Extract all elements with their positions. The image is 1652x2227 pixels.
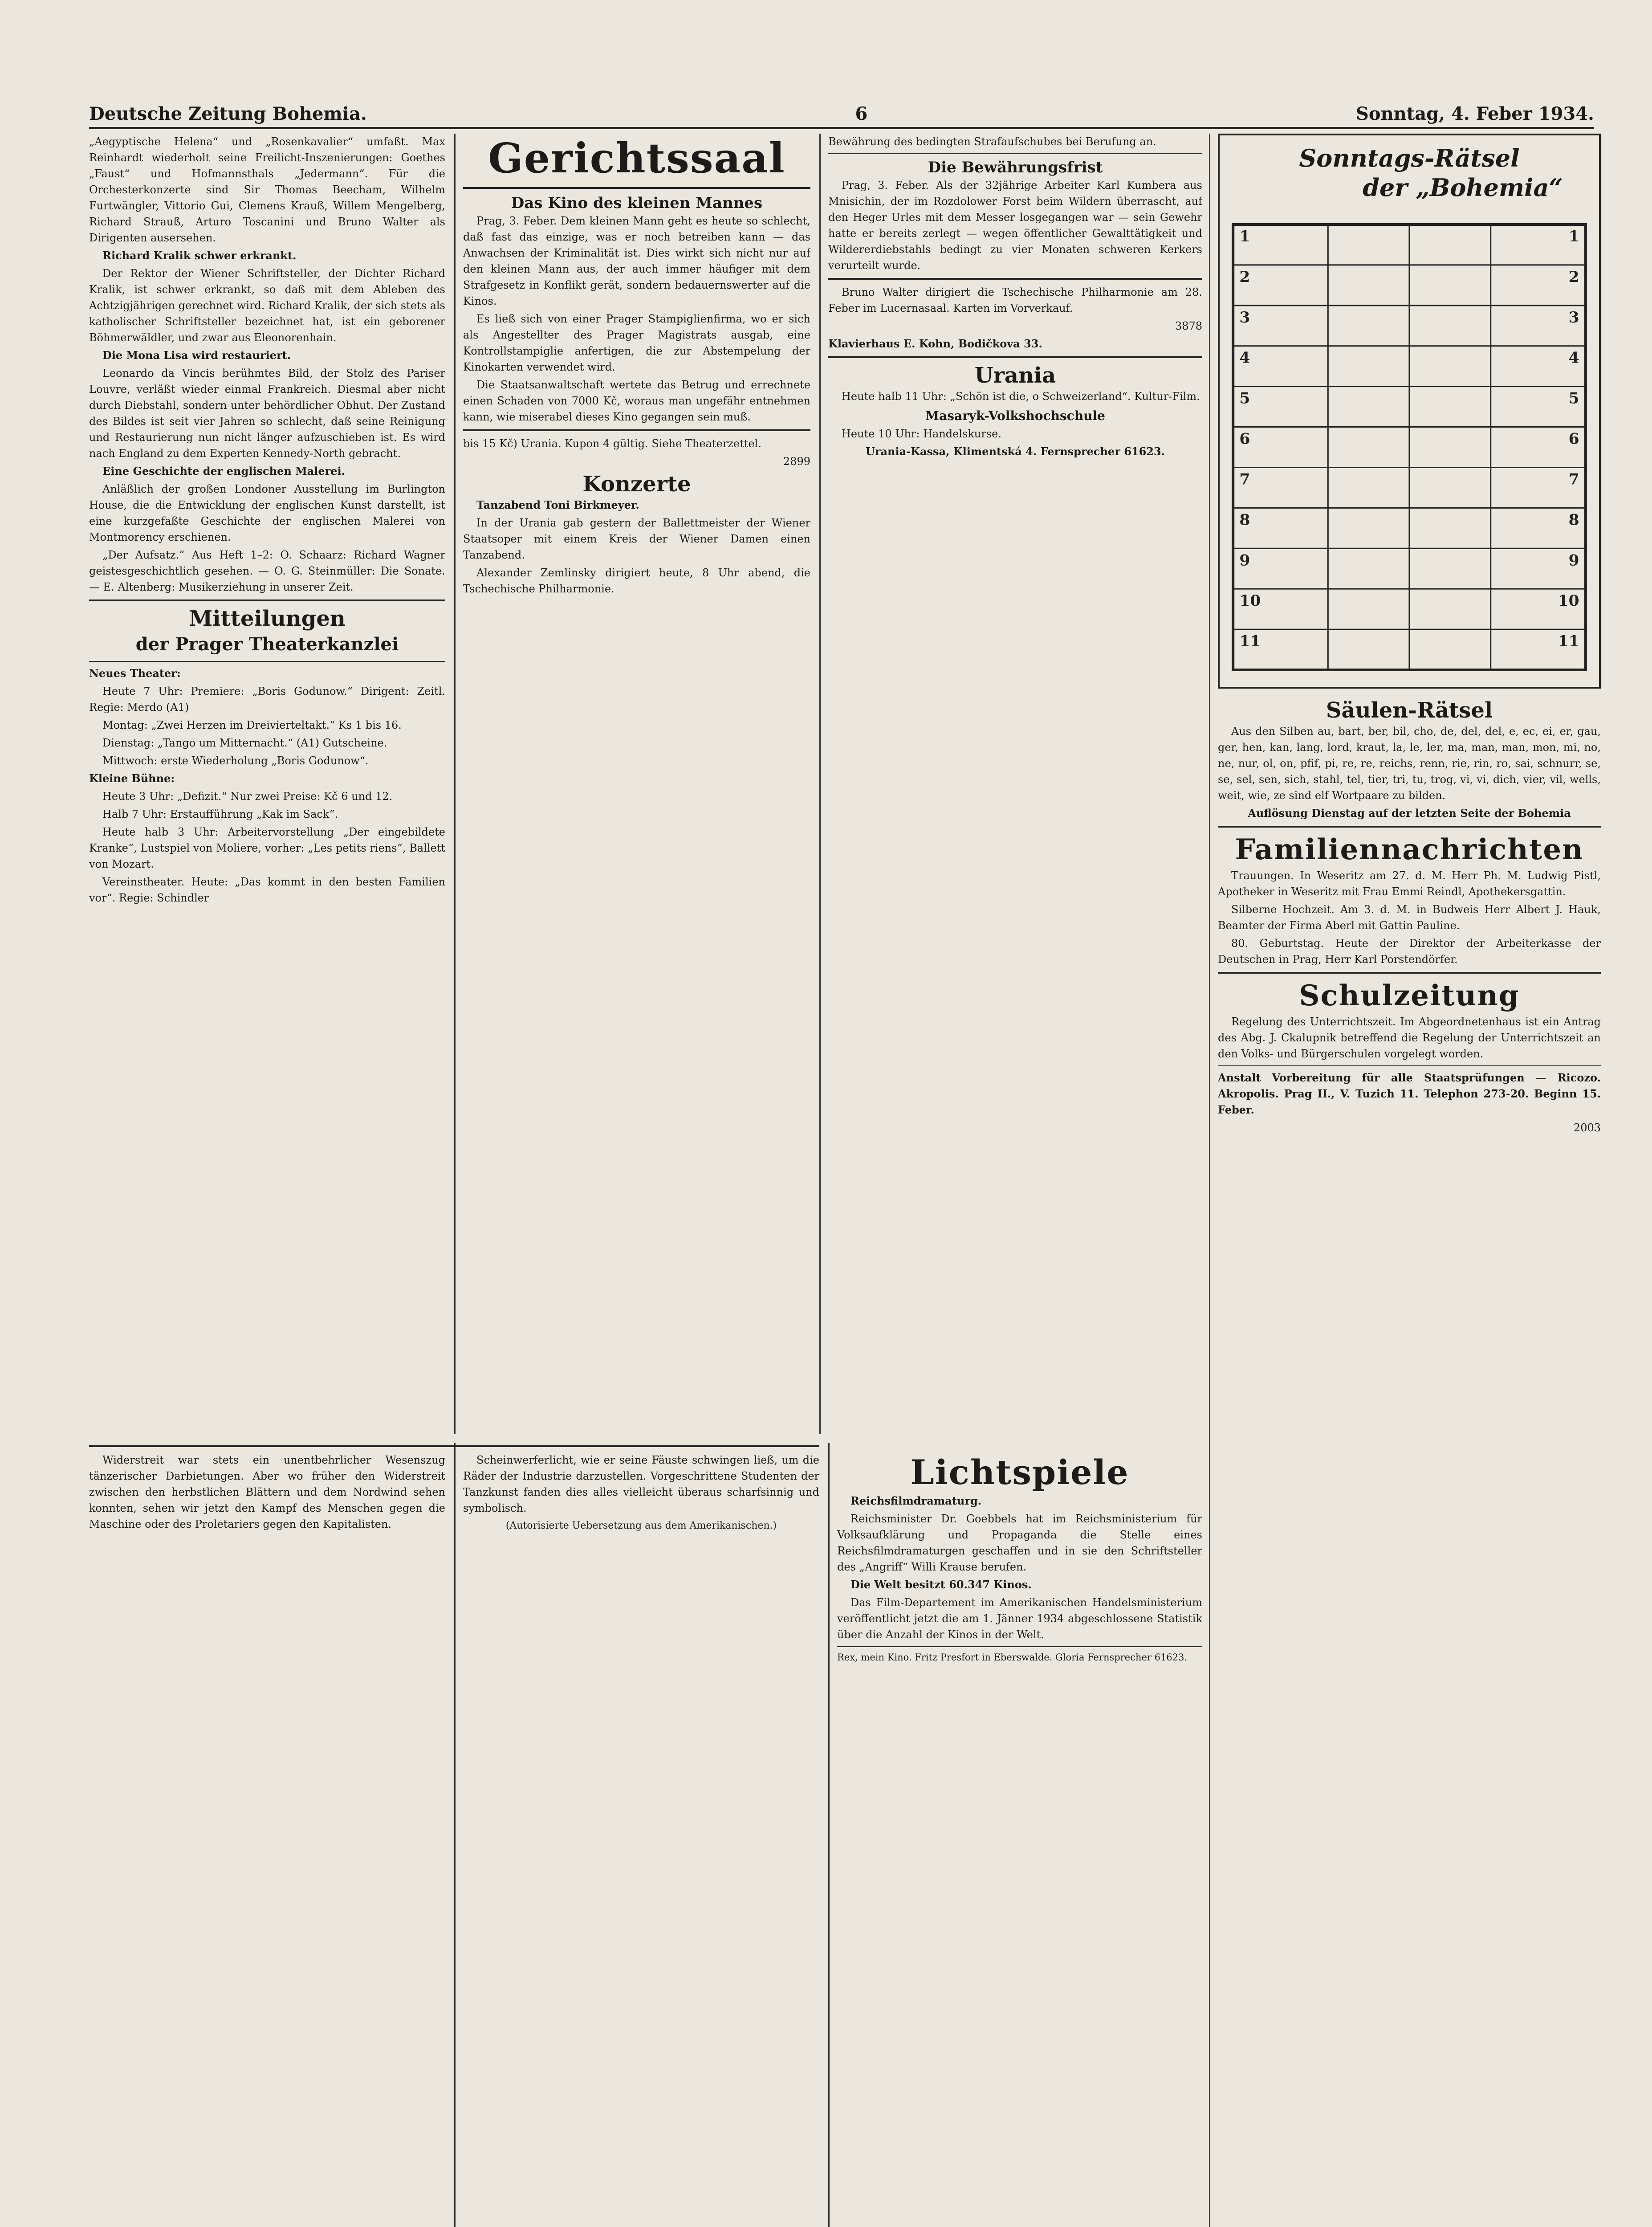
urania-item: Heute 10 Uhr: Handelskurse. (842, 428, 1001, 440)
section-title-familien: Familiennachrichten (1235, 833, 1584, 866)
section-title-saeulen: Säulen-Rätsel (1326, 698, 1493, 723)
film-heading: Reichsfilmdramaturg. (850, 1494, 982, 1507)
grid-number-left: 11 (1239, 632, 1261, 651)
intro-text: „Aegyptische Helena“ und „Rosenkavalier“ umfaßt. Max Reinhardt wiederholt seine Freilicht-Inszenierungen: Goethes „Faust“ und Hofmannsthals „Jedermann“. Für die Orchesterkonzerte sind Sir Thomas Beecham, Wilhelm Furtwängler, Vittorio Gui, Clemens Krauß, Willem Mengelberg, Richard Strauß, Arturo Toscanini und Bruno Walter als Dirigenten ausersehen. (89, 135, 445, 244)
puzzle-title: Sonntags-Rätsel (1299, 144, 1520, 172)
column-rule-4 (454, 1443, 456, 2227)
grid-number-right: 1 (1568, 228, 1579, 245)
urania-box-office: Urania-Kassa, Klimentská 4. Fernsprecher 61623. (865, 445, 1165, 458)
column-film (837, 1452, 1202, 2227)
malerei-heading: Eine Geschichte der englischen Malerei. (102, 465, 346, 477)
divider (1218, 972, 1601, 974)
divider (828, 153, 1202, 154)
grid-number-right: 3 (1568, 309, 1579, 326)
grid-number-right: 9 (1568, 551, 1579, 570)
grid-number-left: 2 (1239, 268, 1250, 286)
article-text: In der Urania gab gestern der Ballettmeister der Wiener Staatsoper mit einem Kreis der Wiener Damen einen Tanzabend. (463, 517, 810, 561)
malerei-text: Anläßlich der großen Londoner Ausstellung im Burlington House, die die Entwicklung der englischen Kunst darstellt, ist eine kurzgefaßte Geschichte der englischen Malerei von Montmorency erschienen. (89, 483, 445, 543)
section-title-konzerte: Konzerte (582, 472, 691, 497)
puzzle-box (1218, 134, 1601, 689)
running-head (89, 100, 1594, 129)
theater-heading: Mitteilungen (189, 606, 346, 631)
cinema-notice: Rex, mein Kino. Fritz Presfort in Eberswalde. Gloria Fernsprecher 61623. (837, 1652, 1188, 1663)
theater-subheading: der Prager Theaterkanzlei (135, 634, 399, 655)
family-notice: 80. Geburtstag. Heute der Direktor der Arbeiterkasse der Deutschen in Prag, Herr Karl Porstendörfer. (1218, 937, 1601, 966)
program-item: Heute 3 Uhr: „Defizit.“ Nur zwei Preise: Kč 6 und 12. (102, 790, 393, 803)
grid-number-left: 10 (1239, 592, 1261, 610)
article-text: Das Film-Departement im Amerikanischen Handelsministerium veröffentlicht jetzt die am 1. Jänner 1934 abgeschlossene Statistik über die Anzahl der Kinos in der Welt. (837, 1596, 1202, 1641)
notice-number: 2003 (1573, 1122, 1601, 1134)
grid-number-left: 1 (1239, 228, 1250, 245)
section-title-gerichtssaal: Gerichtssaal (488, 134, 785, 182)
puzzle-grid-drawing (1229, 216, 1590, 679)
divider (828, 356, 1202, 358)
school-ad: Anstalt Vorbereitung für alle Staatsprüfungen — Ricozo. Akropolis. Prag II., V. Tuzich 11. Telephon 273-20. Beginn 15. Feber. (1218, 1071, 1601, 1116)
feuilleton-left (89, 1452, 445, 2227)
piano-shop: Klavierhaus E. Kohn, Bodičkova 33. (828, 337, 1042, 350)
column-court (463, 134, 810, 1425)
kralik-text: Der Rektor der Wiener Schriftsteller, der Dichter Richard Kralik, ist schwer erkrankt, so daß mit dem Ableben des Achtzigjährigen gerechnet wird. Richard Kralik, der sich stets als katholischer Schriftsteller bezeichnet hat, ist ein geborener Böhmerwäldler, und zwar aus Eleonorenhain. (89, 267, 445, 344)
puzzle-instructions: Aus den Silben au, bart, ber, bil, cho, de, del, del, e, ec, ei, er, gau, ger, hen, kan, lang, lord, kraut, la, le, ler, ma, man, man, mon, mi, no, ne, nur, ol, on, pfif, pi, re, re, reichs, renn, rie, rin, ro, sai, schnurr, se, se, sel, sen, sich, stahl, tel, tier, tri, tu, trog, vi, vi, dich, vier, vil, wells, weit, wie, ze sind elf Wortpaare zu bilden. (1218, 725, 1601, 802)
divider (1218, 1065, 1601, 1066)
article-text: Prag, 3. Feber. Als der 32jährige Arbeiter Karl Kumbera aus Mnisichin, der im Rozdolower Forst beim Wildern überrascht, auf den Heger Urles mit dem Messer losgegangen war — sein Gewehr hatte er bereits zerlegt — wegen öffentlicher Gewalttätigkeit und Wildererdiebstahls bedingt zu vier Monaten schweren Kerkers verurteilt wurde. (828, 179, 1202, 272)
feuilleton-text: Widerstreit war stets ein unentbehrlicher Wesenszug tänzerischer Darbietungen. Aber wo früher den Widerstreit zwischen den herbstlichen Blättern und dem Nordwind sehen konnten, sehen wir jetzt den Kampf des Menschen gegen die Maschine oder des Proletariers gegen den Kapitalisten. (89, 1454, 445, 1530)
urania-item: Heute halb 11 Uhr: „Schön ist die, o Schweizerland“. Kultur-Film. (842, 390, 1200, 403)
grid-number-right: 11 (1558, 632, 1579, 651)
divider (463, 187, 810, 189)
puzzle-subtitle: der „Bohemia“ (1363, 173, 1563, 202)
feuilleton-middle (463, 1452, 819, 2227)
family-notice: Trauungen. In Weseritz am 27. d. M. Herr Ph. M. Ludwig Pistl, Apotheker in Weseritz mit Frau Emmi Reindl, Apothekersgattin. (1218, 869, 1601, 898)
article-heading-kino: Das Kino des kleinen Mannes (511, 194, 763, 212)
article-heading-bewaehrung: Die Bewährungsfrist (928, 159, 1103, 176)
divider (837, 1646, 1202, 1647)
program-item: Halb 7 Uhr: Erstaufführung „Kak im Sack“. (102, 808, 338, 820)
grid-number-left: 8 (1239, 511, 1250, 529)
article-text: Prag, 3. Feber. Dem kleinen Mann geht es heute so schlecht, daß fast das einzige, was er noch betreiben kann — das Anwachsen der Kriminalität ist. Dies wirkt sich nicht nur auf den kleinen Mann aus, der auch immer häufiger mit dem Strafgesetz in Konflikt gerät, sondern bedauernswerter auf die Kinos. (463, 215, 810, 307)
feuilleton-text: Scheinwerferlicht, wie er seine Fäuste schwingen ließ, um die Räder der Industrie darzustellen. Vorgeschrittene Studenten der Tanzkunst fanden dies alles vielleicht überaus scharfsinnig und symbolisch. (463, 1454, 819, 1514)
aufsatz-text: „Der Aufsatz.“ Aus Heft 1–2: O. Schaarz: Richard Wagner geistesgeschichtlich gesehen. — O. G. Steinmüller: Die Sonate. — E. Altenberg: Musikerziehung in unserer Zeit. (89, 549, 445, 593)
article-text: Alexander Zemlinsky dirigiert heute, 8 Uhr abend, die Tschechische Philharmonie. (463, 567, 810, 595)
grid-number-left: 6 (1239, 430, 1250, 448)
grid-number-left: 3 (1239, 309, 1250, 326)
puzzle-grid (1229, 216, 1590, 679)
divider (828, 278, 1202, 280)
article-text: Es ließ sich von einer Prager Stampiglienfirma, wo er sich als Angestellter des Prager Magistrats ausgab, eine Kontrollstampiglie anfertigen, die zur Abstempelung der Kinokarten verwendet wird. (463, 313, 810, 373)
grid-number-left: 5 (1239, 389, 1250, 408)
grid-number-right: 5 (1568, 389, 1579, 408)
column-rule-2 (819, 134, 821, 1434)
section-title-schulzeitung: Schulzeitung (1299, 979, 1520, 1012)
grid-number-right: 4 (1568, 349, 1579, 367)
masaryk-heading: Masaryk-Volkshochschule (925, 408, 1105, 423)
notice-number: 2899 (783, 455, 810, 468)
neues-theater-label: Neues Theater: (89, 667, 181, 680)
column-rule-1 (454, 134, 456, 1434)
grid-number-right: 10 (1558, 592, 1579, 610)
grid-number-right: 7 (1568, 470, 1579, 489)
page-number: 6 (855, 103, 868, 124)
grid-number-left: 9 (1239, 551, 1250, 570)
mona-text: Leonardo da Vincis berühmtes Bild, der Stolz des Pariser Louvre, verläßt wieder einmal Frankreich. Diesmal aber nicht durch Diebstahl, sondern unter behördlicher Obhut. Der Zustand des Bildes ist seit vier Jahren so schlecht, daß seine Reinigung und Restaurierung nun nicht länger aufzuschieben ist. Es wird nach England zu dem Experten Kennedy-North gebracht. (89, 367, 445, 460)
kinos-heading: Die Welt besitzt 60.347 Kinos. (850, 1578, 1032, 1591)
column-rule-3 (1209, 134, 1210, 2227)
column-rule-5 (828, 1443, 830, 2227)
program-item: Heute halb 3 Uhr: Arbeitervorstellung „Der eingebildete Kranke“, Lustspiel von Moliere, vorher: „Les petits riens“, Ballett von Mozart. (89, 826, 445, 870)
issue-date: Sonntag, 4. Feber 1934. (1356, 103, 1594, 124)
grid-number-right: 2 (1568, 268, 1579, 286)
divider (1218, 826, 1601, 828)
program-item: Montag: „Zwei Herzen im Dreivierteltakt.“ Ks 1 bis 16. (102, 719, 402, 731)
column-court-2 (828, 134, 1202, 1425)
article-text: Bewährung des bedingten Strafaufschubes bei Berufung an. (828, 135, 1156, 148)
divider (89, 600, 445, 601)
concert-notice: Bruno Walter dirigiert die Tschechische Philharmonie am 28. Feber im Lucernasaal. Karten im Vorverkauf. (828, 286, 1202, 314)
program-item: Vereinstheater. Heute: „Das kommt in den besten Familien vor“. Regie: Schindler (89, 876, 445, 904)
program-item: Dienstag: „Tango um Mitternacht.“ (A1) Gutscheine. (102, 737, 387, 749)
ticket-notice: bis 15 Kč) Urania. Kupon 4 gültig. Siehe Theaterzettel. (463, 437, 761, 450)
divider (89, 661, 445, 662)
notice-number: 3878 (1175, 320, 1202, 332)
divider (463, 429, 810, 431)
grid-number-left: 4 (1239, 349, 1250, 367)
translation-note: (Autorisierte Uebersetzung aus dem Amerikanischen.) (505, 1520, 777, 1531)
article-text: Die Staatsanwaltschaft wertete das Betrug und errechnete einen Schaden von 7000 Kč, woraus man ungefähr entnehmen kann, wie miserabel dieses Kino gegangen sein muß. (463, 379, 810, 423)
section-title-lichtspiele: Lichtspiele (910, 1452, 1129, 1492)
mona-heading: Die Mona Lisa wird restauriert. (102, 349, 291, 362)
family-notice: Silberne Hochzeit. Am 3. d. M. in Budweis Herr Albert J. Hauk, Beamter der Firma Aberl mit Gattin Pauline. (1218, 903, 1601, 932)
program-item: Mittwoch: erste Wiederholung „Boris Godunow“. (102, 755, 369, 767)
kleine-buehne-label: Kleine Bühne: (89, 772, 175, 785)
column-puzzle (1218, 134, 1601, 2227)
column-culture (89, 134, 445, 1425)
school-article: Regelung des Unterrichtszeit. Im Abgeordnetenhaus ist ein Antrag des Abg. J. Ckalupnik betreffend die Regelung der Unterrichtszeit an den Volks- und Bürgerschulen vorgelegt worden. (1218, 1016, 1601, 1060)
grid-number-right: 6 (1568, 430, 1579, 448)
section-title-urania: Urania (974, 363, 1056, 388)
program-item: Heute 7 Uhr: Premiere: „Boris Godunow.“ Dirigent: Zeitl. Regie: Merdo (A1) (89, 685, 445, 714)
feuilleton-divider (89, 1445, 819, 1447)
grid-number-right: 8 (1568, 511, 1579, 529)
solution-notice: Auflösung Dienstag auf der letzten Seite der Bohemia (1248, 807, 1571, 820)
masthead-left: Deutsche Zeitung Bohemia. (89, 103, 367, 124)
grid-number-left: 7 (1239, 470, 1250, 489)
article-text: Reichsminister Dr. Goebbels hat im Reichsministerium für Volksaufklärung und Propaganda die Stelle eines Reichsfilmdramaturgen geschaffen und in sie den Schriftsteller des „Angriff“ Willi Krause berufen. (837, 1513, 1202, 1573)
kralik-heading: Richard Kralik schwer erkrankt. (102, 249, 297, 262)
tanzabend-heading: Tanzabend Toni Birkmeyer. (476, 498, 639, 511)
